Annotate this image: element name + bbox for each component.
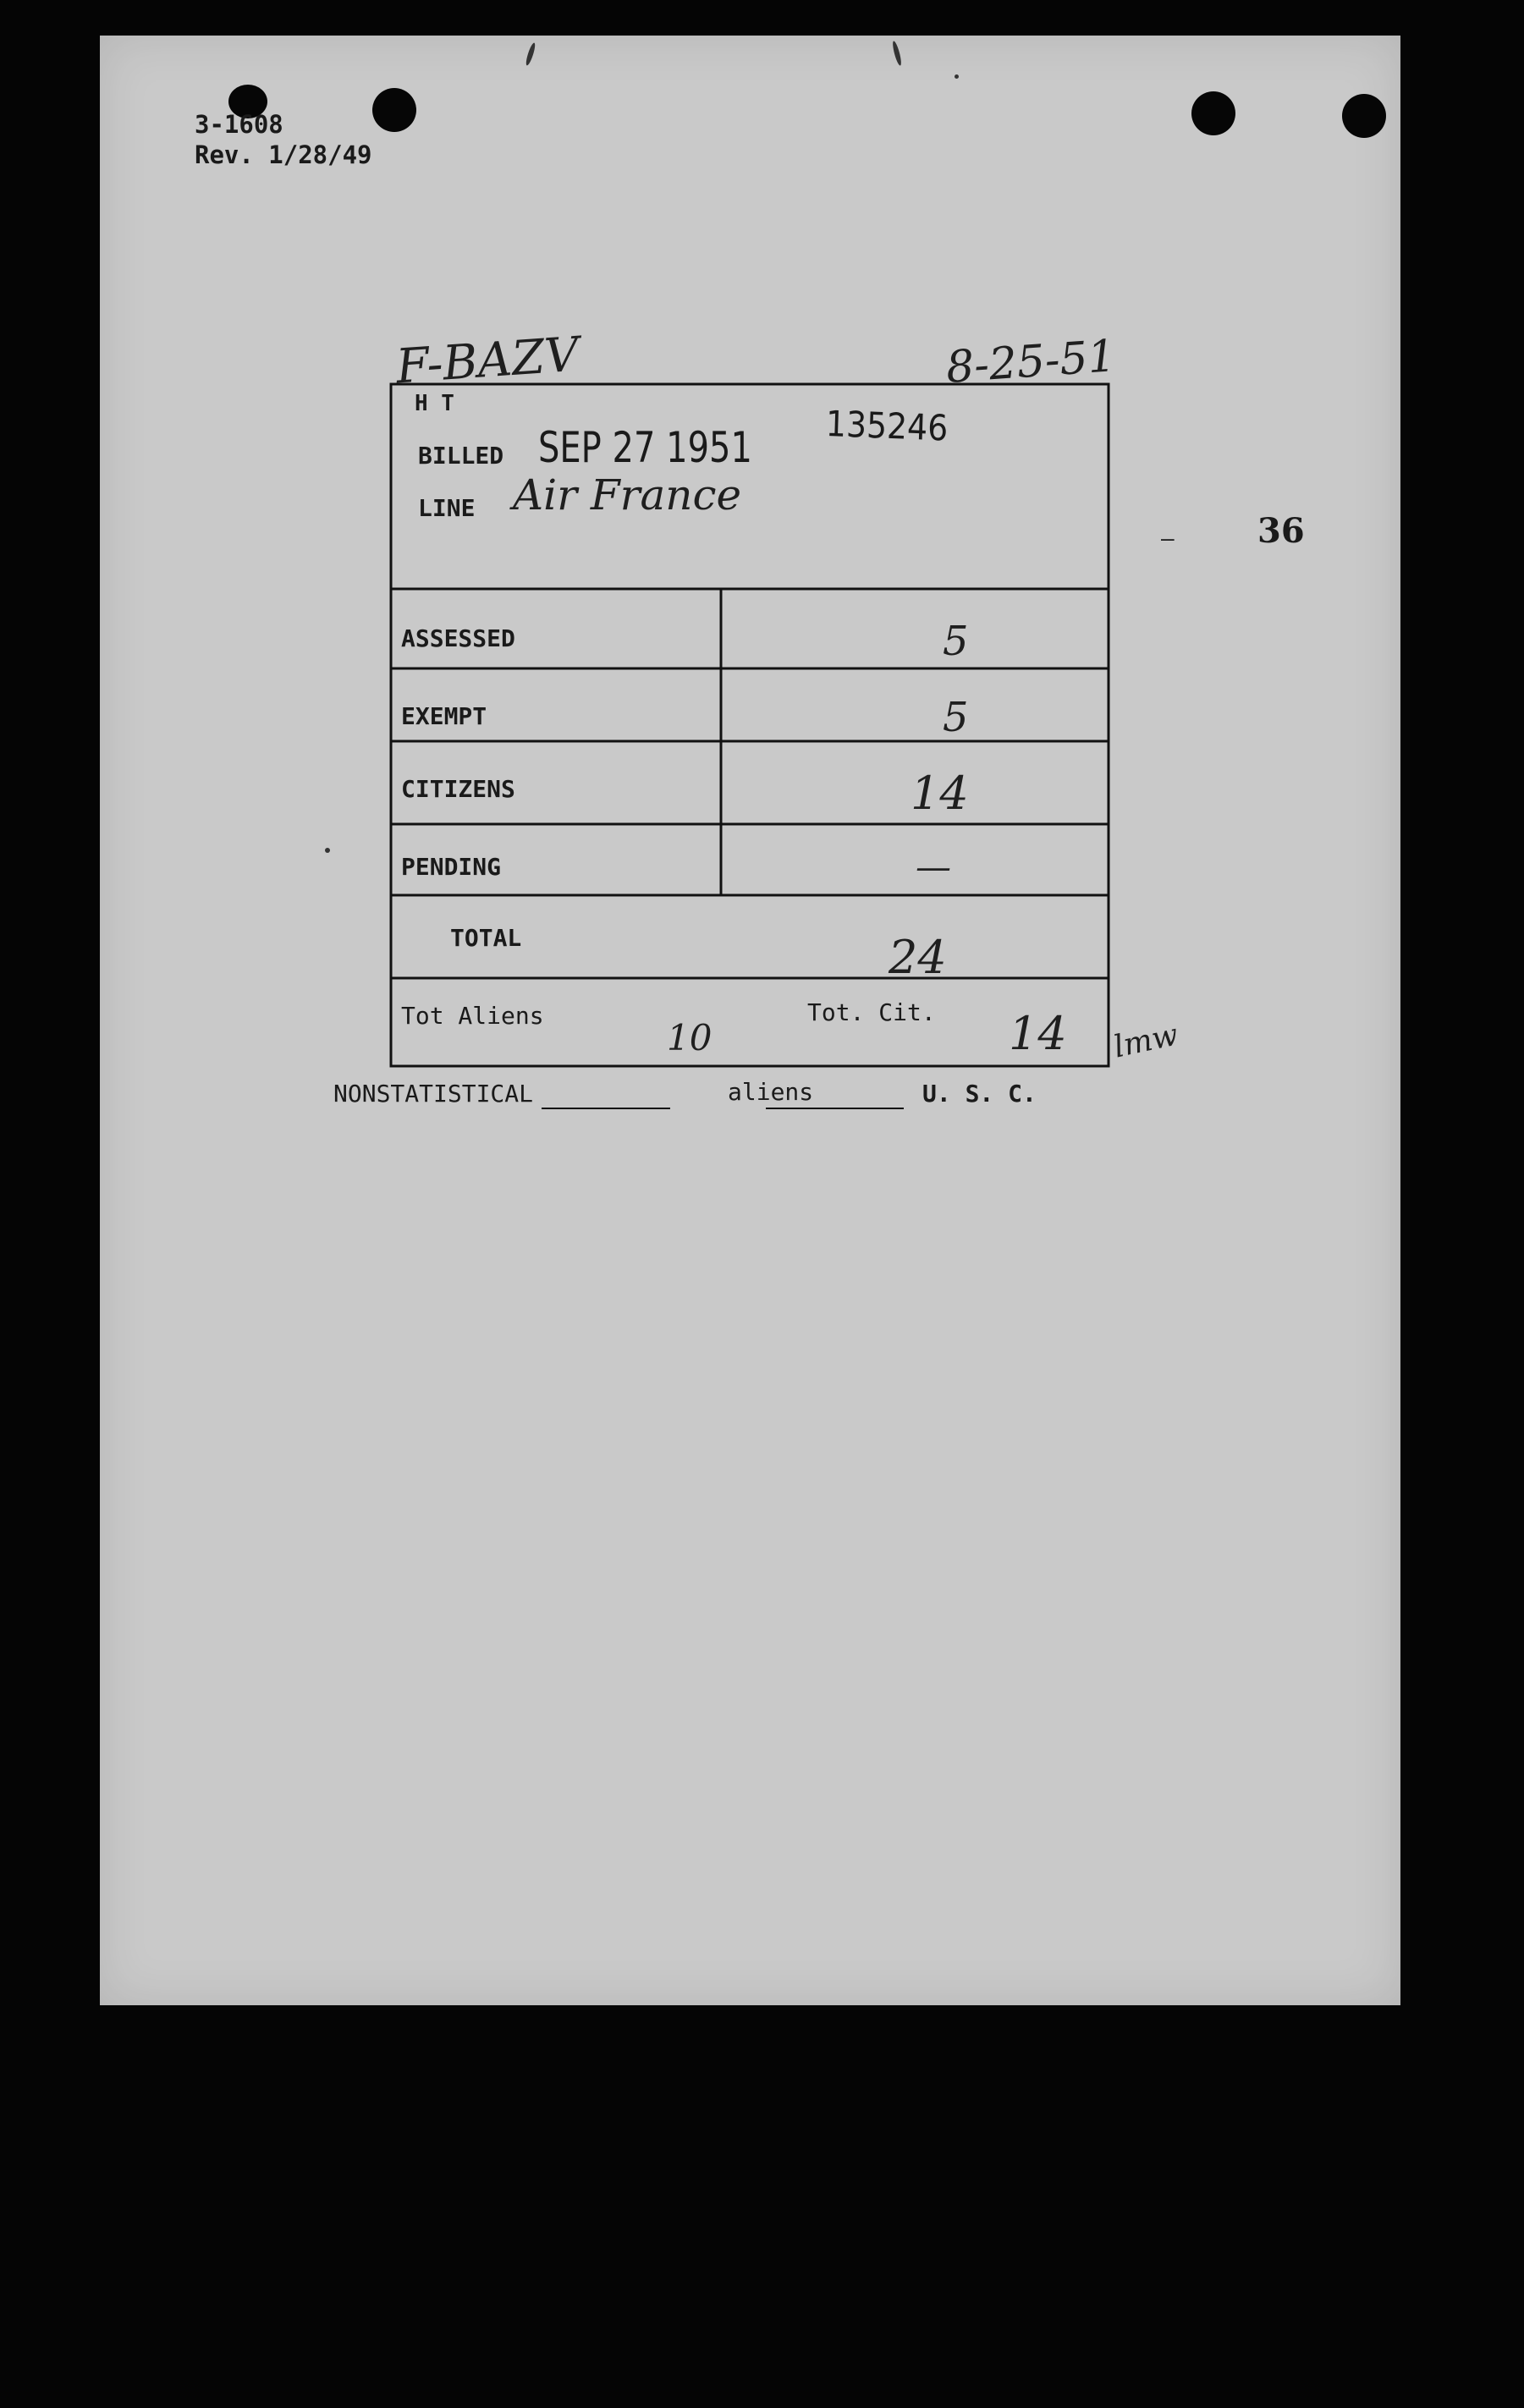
citizens-label: CITIZENS (401, 775, 515, 803)
tot-aliens-value: 10 (667, 1017, 712, 1058)
tot-aliens-label: Tot Aliens (401, 1002, 544, 1030)
tot-cit-label: Tot. Cit. (807, 998, 936, 1026)
citizens-value: 14 (911, 767, 969, 820)
usc-label: U. S. C. (922, 1080, 1037, 1108)
serial-number: 135246 (825, 403, 949, 449)
pending-value: — (916, 846, 951, 888)
assessed-value: 5 (943, 618, 969, 665)
pending-label: PENDING (401, 853, 502, 881)
billed-date-stamp: SEP 27 1951 (538, 423, 752, 472)
billed-label: BILLED (418, 442, 504, 470)
handwritten-date: 8-25-51 (944, 331, 1118, 393)
exempt-label: EXEMPT (401, 702, 487, 730)
handwritten-registration: F-BAZV (393, 327, 581, 395)
nonstatistical-label: NONSTATISTICAL (333, 1080, 534, 1108)
ht-label: H T (415, 391, 454, 416)
exempt-value: 5 (943, 694, 969, 741)
assessed-label: ASSESSED (401, 624, 515, 652)
form-number: 3-1608 (195, 110, 283, 139)
aliens-label: aliens (728, 1078, 814, 1106)
total-label: TOTAL (450, 924, 522, 952)
side-dash: — (1161, 526, 1175, 552)
page-number: 36 (1257, 511, 1305, 551)
form-revision: Rev. 1/28/49 (195, 140, 372, 169)
total-value: 24 (889, 931, 947, 984)
line-label: LINE (418, 494, 476, 522)
line-value: Air France (513, 470, 742, 520)
handwritten-initials: lmw (1110, 1017, 1181, 1065)
tot-cit-value: 14 (1009, 1007, 1067, 1060)
